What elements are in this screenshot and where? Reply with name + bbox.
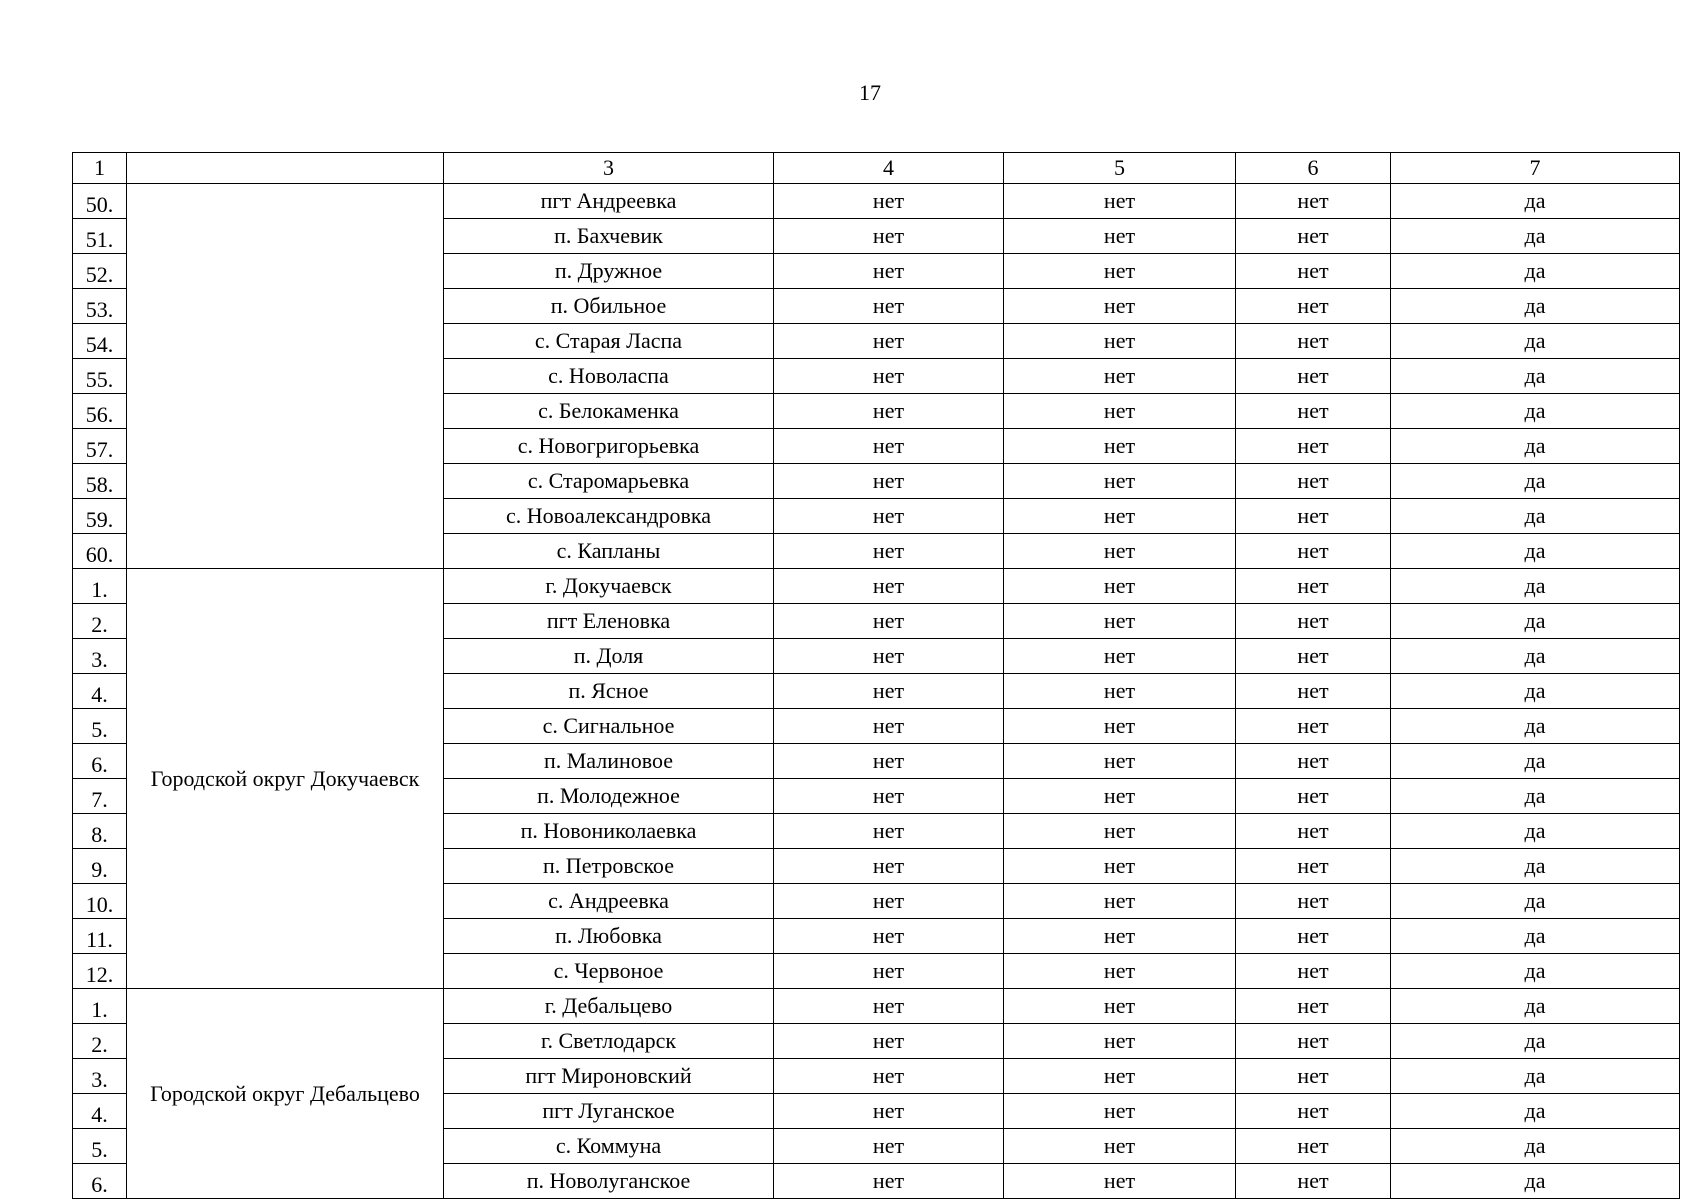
row-number: 2.: [73, 604, 127, 639]
col5-value: нет: [1004, 709, 1236, 744]
header-cell-5: 5: [1004, 153, 1236, 184]
col6-value: нет: [1236, 499, 1391, 534]
col7-value: да: [1391, 779, 1680, 814]
row-number: 58.: [73, 464, 127, 499]
col4-value: нет: [774, 919, 1004, 954]
col5-value: нет: [1004, 1059, 1236, 1094]
col6-value: нет: [1236, 324, 1391, 359]
col7-value: да: [1391, 569, 1680, 604]
col7-value: да: [1391, 989, 1680, 1024]
row-number: 4.: [73, 1094, 127, 1129]
col4-value: нет: [774, 989, 1004, 1024]
col6-value: нет: [1236, 1094, 1391, 1129]
col5-value: нет: [1004, 429, 1236, 464]
col5-value: нет: [1004, 254, 1236, 289]
col4-value: нет: [774, 499, 1004, 534]
district-name: Городской округ Дебальцево: [127, 989, 444, 1199]
table-row: [73, 989, 1680, 1024]
col6-value: нет: [1236, 884, 1391, 919]
col7-value: да: [1391, 744, 1680, 779]
row-number: 59.: [73, 499, 127, 534]
col5-value: нет: [1004, 989, 1236, 1024]
settlement-name: с. Белокаменка: [444, 394, 774, 429]
col7-value: да: [1391, 709, 1680, 744]
col4-value: нет: [774, 324, 1004, 359]
col5-value: нет: [1004, 219, 1236, 254]
page-number: 17: [859, 80, 881, 105]
col7-value: да: [1391, 674, 1680, 709]
row-number: 1.: [73, 989, 127, 1024]
col7-value: да: [1391, 814, 1680, 849]
col5-value: нет: [1004, 919, 1236, 954]
col7-value: да: [1391, 219, 1680, 254]
col6-value: нет: [1236, 1129, 1391, 1164]
col5-value: нет: [1004, 324, 1236, 359]
row-number: 57.: [73, 429, 127, 464]
settlement-name: с. Коммуна: [444, 1129, 774, 1164]
col4-value: нет: [774, 674, 1004, 709]
col7-value: да: [1391, 919, 1680, 954]
row-number: 4.: [73, 674, 127, 709]
col4-value: нет: [774, 954, 1004, 989]
settlement-name: пгт Мироновский: [444, 1059, 774, 1094]
settlement-name: п. Петровское: [444, 849, 774, 884]
col6-value: нет: [1236, 289, 1391, 324]
col6-value: нет: [1236, 919, 1391, 954]
col7-value: да: [1391, 1059, 1680, 1094]
col5-value: нет: [1004, 674, 1236, 709]
col7-value: да: [1391, 1164, 1680, 1199]
settlement-name: с. Сигнальное: [444, 709, 774, 744]
col4-value: нет: [774, 779, 1004, 814]
row-number: 60.: [73, 534, 127, 569]
header-cell-4: 4: [774, 153, 1004, 184]
col5-value: нет: [1004, 184, 1236, 219]
col5-value: нет: [1004, 849, 1236, 884]
col6-value: нет: [1236, 604, 1391, 639]
row-number: 56.: [73, 394, 127, 429]
settlement-name: п. Новолуганское: [444, 1164, 774, 1199]
col4-value: нет: [774, 184, 1004, 219]
col6-value: нет: [1236, 709, 1391, 744]
header-cell-1: 1: [73, 153, 127, 184]
col7-value: да: [1391, 289, 1680, 324]
col6-value: нет: [1236, 254, 1391, 289]
col5-value: нет: [1004, 569, 1236, 604]
col4-value: нет: [774, 254, 1004, 289]
table-row: [73, 184, 1680, 219]
col6-value: нет: [1236, 534, 1391, 569]
col5-value: нет: [1004, 534, 1236, 569]
col6-value: нет: [1236, 464, 1391, 499]
col4-value: нет: [774, 1129, 1004, 1164]
row-number: 6.: [73, 744, 127, 779]
col5-value: нет: [1004, 1024, 1236, 1059]
col6-value: нет: [1236, 359, 1391, 394]
col6-value: нет: [1236, 674, 1391, 709]
settlement-name: г. Светлодарск: [444, 1024, 774, 1059]
col4-value: нет: [774, 709, 1004, 744]
settlement-name: п. Молодежное: [444, 779, 774, 814]
col5-value: нет: [1004, 779, 1236, 814]
col6-value: нет: [1236, 184, 1391, 219]
col5-value: нет: [1004, 464, 1236, 499]
col6-value: нет: [1236, 744, 1391, 779]
col7-value: да: [1391, 639, 1680, 674]
settlement-name: с. Новоласпа: [444, 359, 774, 394]
col7-value: да: [1391, 604, 1680, 639]
col4-value: нет: [774, 534, 1004, 569]
col6-value: нет: [1236, 849, 1391, 884]
col4-value: нет: [774, 1024, 1004, 1059]
header-cell-6: 6: [1236, 153, 1391, 184]
col7-value: да: [1391, 359, 1680, 394]
col7-value: да: [1391, 184, 1680, 219]
col4-value: нет: [774, 639, 1004, 674]
col5-value: нет: [1004, 744, 1236, 779]
col6-value: нет: [1236, 219, 1391, 254]
district-name: Городской округ Докучаевск: [127, 569, 444, 989]
settlement-name: с. Червоное: [444, 954, 774, 989]
col6-value: нет: [1236, 989, 1391, 1024]
col6-value: нет: [1236, 1059, 1391, 1094]
row-number: 7.: [73, 779, 127, 814]
col5-value: нет: [1004, 604, 1236, 639]
settlement-name: с. Новогригорьевка: [444, 429, 774, 464]
settlement-name: пгт Андреевка: [444, 184, 774, 219]
col6-value: нет: [1236, 569, 1391, 604]
row-number: 55.: [73, 359, 127, 394]
col5-value: нет: [1004, 639, 1236, 674]
row-number: 1.: [73, 569, 127, 604]
col6-value: нет: [1236, 814, 1391, 849]
row-number: 6.: [73, 1164, 127, 1199]
col7-value: да: [1391, 1129, 1680, 1164]
header-cell-2: [127, 153, 444, 184]
settlement-name: с. Андреевка: [444, 884, 774, 919]
settlement-name: п. Доля: [444, 639, 774, 674]
col4-value: нет: [774, 849, 1004, 884]
col5-value: нет: [1004, 884, 1236, 919]
col6-value: нет: [1236, 1164, 1391, 1199]
col4-value: нет: [774, 814, 1004, 849]
settlement-name: г. Дебальцево: [444, 989, 774, 1024]
col4-value: нет: [774, 219, 1004, 254]
col7-value: да: [1391, 534, 1680, 569]
settlement-name: с. Капланы: [444, 534, 774, 569]
col7-value: да: [1391, 324, 1680, 359]
col7-value: да: [1391, 254, 1680, 289]
col5-value: нет: [1004, 289, 1236, 324]
col6-value: нет: [1236, 954, 1391, 989]
settlement-name: п. Дружное: [444, 254, 774, 289]
settlement-name: п. Новониколаевка: [444, 814, 774, 849]
row-number: 10.: [73, 884, 127, 919]
row-number: 51.: [73, 219, 127, 254]
row-number: 8.: [73, 814, 127, 849]
col5-value: нет: [1004, 1129, 1236, 1164]
col7-value: да: [1391, 1094, 1680, 1129]
settlement-name: п. Любовка: [444, 919, 774, 954]
row-number: 52.: [73, 254, 127, 289]
col5-value: нет: [1004, 814, 1236, 849]
settlement-name: пгт Еленовка: [444, 604, 774, 639]
col7-value: да: [1391, 394, 1680, 429]
col7-value: да: [1391, 429, 1680, 464]
col6-value: нет: [1236, 429, 1391, 464]
col4-value: нет: [774, 289, 1004, 324]
col4-value: нет: [774, 1059, 1004, 1094]
row-number: 11.: [73, 919, 127, 954]
row-number: 3.: [73, 1059, 127, 1094]
row-number: 54.: [73, 324, 127, 359]
row-number: 9.: [73, 849, 127, 884]
col5-value: нет: [1004, 359, 1236, 394]
table-body: [73, 153, 1680, 1199]
settlement-name: с. Новоалександровка: [444, 499, 774, 534]
row-number: 2.: [73, 1024, 127, 1059]
col7-value: да: [1391, 954, 1680, 989]
col4-value: нет: [774, 884, 1004, 919]
district-name: [127, 184, 444, 569]
col6-value: нет: [1236, 639, 1391, 674]
col7-value: да: [1391, 849, 1680, 884]
col5-value: нет: [1004, 1164, 1236, 1199]
row-number: 5.: [73, 709, 127, 744]
col4-value: нет: [774, 744, 1004, 779]
col4-value: нет: [774, 394, 1004, 429]
settlement-name: с. Старая Ласпа: [444, 324, 774, 359]
col4-value: нет: [774, 429, 1004, 464]
row-number: 3.: [73, 639, 127, 674]
col7-value: да: [1391, 464, 1680, 499]
col5-value: нет: [1004, 1094, 1236, 1129]
col6-value: нет: [1236, 394, 1391, 429]
settlement-name: пгт Луганское: [444, 1094, 774, 1129]
row-number: 5.: [73, 1129, 127, 1164]
col4-value: нет: [774, 1094, 1004, 1129]
row-number: 50.: [73, 184, 127, 219]
row-number: 53.: [73, 289, 127, 324]
settlement-name: г. Докучаевск: [444, 569, 774, 604]
col7-value: да: [1391, 499, 1680, 534]
settlement-name: п. Ясное: [444, 674, 774, 709]
settlement-name: п. Малиновое: [444, 744, 774, 779]
col4-value: нет: [774, 604, 1004, 639]
col4-value: нет: [774, 359, 1004, 394]
table-row: [73, 569, 1680, 604]
col7-value: да: [1391, 1024, 1680, 1059]
col5-value: нет: [1004, 954, 1236, 989]
header-cell-7: 7: [1391, 153, 1680, 184]
col5-value: нет: [1004, 499, 1236, 534]
col7-value: да: [1391, 884, 1680, 919]
settlement-name: п. Обильное: [444, 289, 774, 324]
settlements-table: [72, 152, 1680, 1199]
header-row: [73, 153, 1680, 184]
col5-value: нет: [1004, 394, 1236, 429]
col4-value: нет: [774, 569, 1004, 604]
col6-value: нет: [1236, 1024, 1391, 1059]
row-number: 12.: [73, 954, 127, 989]
col4-value: нет: [774, 464, 1004, 499]
settlement-name: с. Старомарьевка: [444, 464, 774, 499]
col4-value: нет: [774, 1164, 1004, 1199]
settlement-name: п. Бахчевик: [444, 219, 774, 254]
col6-value: нет: [1236, 779, 1391, 814]
header-cell-3: 3: [444, 153, 774, 184]
